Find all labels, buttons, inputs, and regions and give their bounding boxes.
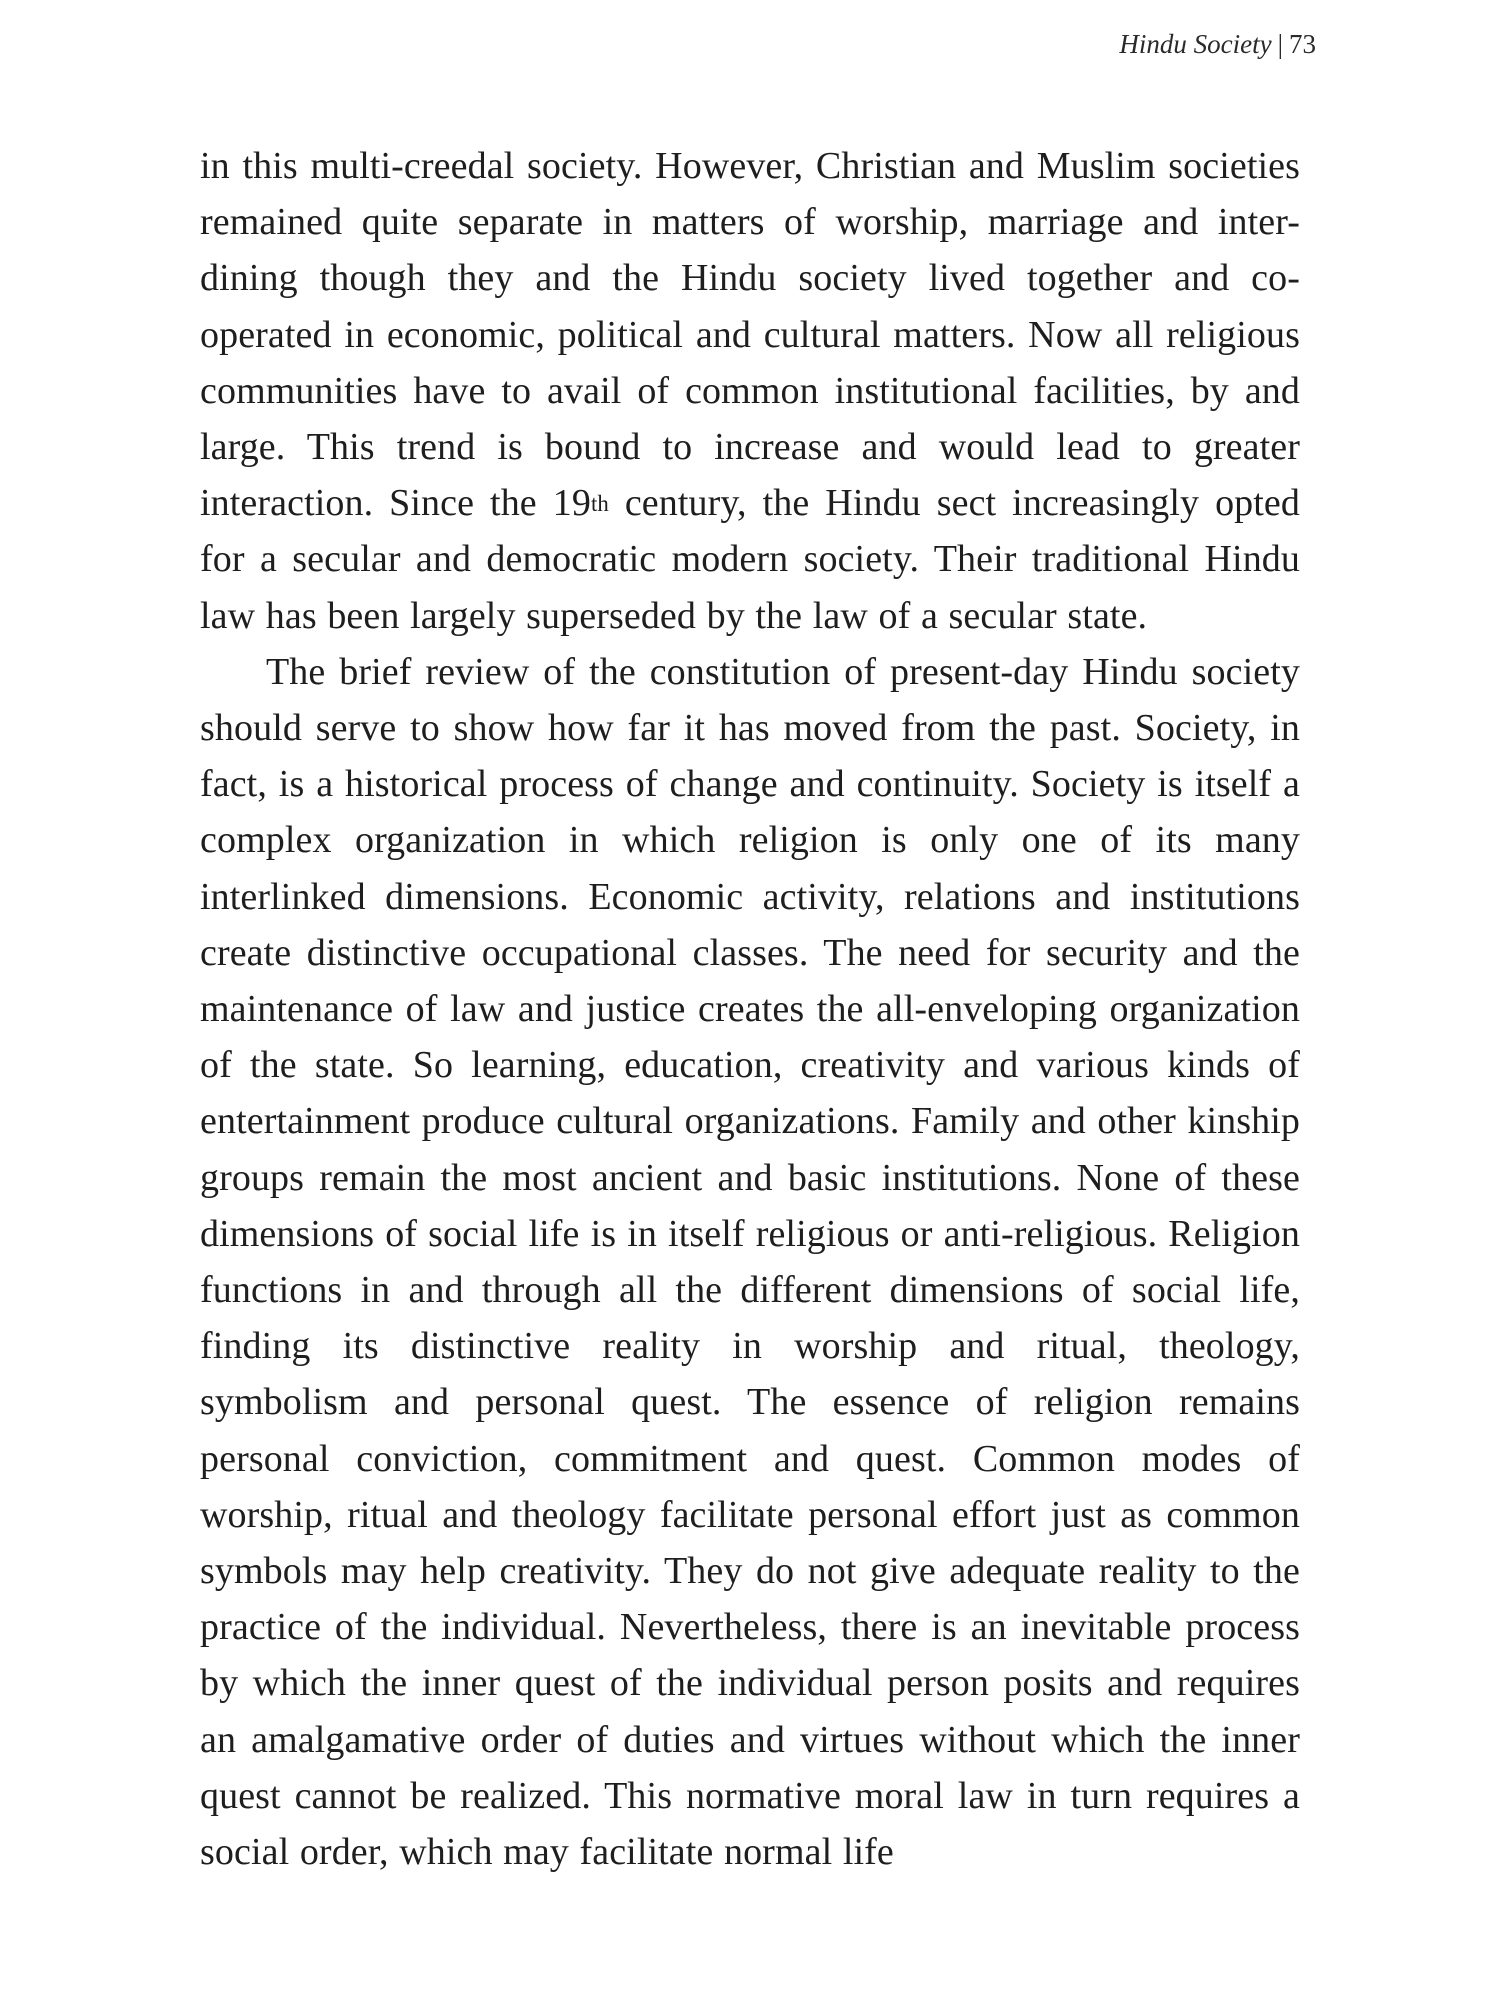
running-title: Hindu Society	[1119, 29, 1272, 59]
ordinal-superscript: th	[590, 490, 609, 516]
paragraph-2: The brief review of the constitution of present-day Hindu society should serve to show how far it has moved from the past. Society, in fact, is a historical process of change and continuity. Society is itself a complex organization in which religion is only one of its many interlinked dimensions. Economic activity, relations and institutions create distinctive occupational classes. The need for security and the maintenance of law and justice creates the all-enveloping organization of the state. So learning, education, creativity and various kinds of entertainment produce cultural organizations. Family and other kinship groups remain the most ancient and basic institutions. None of these dimensions of social life is in itself religious or anti-religious. Religion functions in and through all the different dimensions of social life, finding its distinctive reality in worship and ritual, theology, symbolism and personal quest. The essence of religion remains personal conviction, commitment and quest. Common modes of worship, ritual and theology facilitate personal effort just as common symbols may help creativity. They do not give adequate reality to the practice of the individual. Nevertheless, there is an inevitable process by which the inner quest of the individual person posits and requires an amalgamative order of duties and virtues without which the inner quest cannot be realized. This normative moral law in turn requires a social order, which may facilitate normal life	[200, 650, 1300, 1874]
paragraph-1	[200, 138, 1300, 644]
paragraph-1-text-start: in this multi-creedal society. However, Christian and Muslim societies remained quite separate in matters of worship, marriage and inter-dining though they and the Hindu society lived together and co-operated in economic, political and cultural matters. Now all religious communities have to avail of common institutional facilities, by and large. This trend is bound to increase and would lead to greater interaction. Since the 19	[200, 145, 1300, 525]
page-header	[1119, 24, 1316, 64]
paragraph-1-text-end: century, the Hindu sect increasingly opted for a secular and democratic modern society. Their traditional Hindu law has been largely superseded by the law of a secular state.	[200, 482, 1300, 637]
page-number: 73	[1289, 29, 1316, 59]
header-separator: |	[1277, 29, 1283, 59]
page-body	[200, 138, 1300, 1880]
